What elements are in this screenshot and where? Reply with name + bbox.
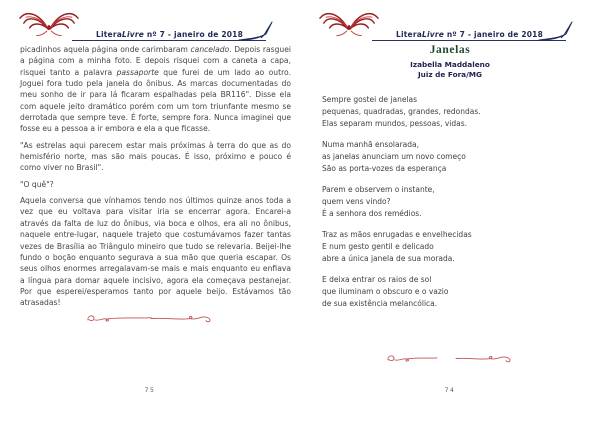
brand-litera: Litera [396,30,422,39]
poem-line: E deixa entrar os raios de sol [322,275,432,284]
stanza [322,184,586,220]
paragraph: "As estrelas aqui parecem estar mais próximas à terra do que as do hemisfério norte, mas são mais poucas. É isso, próximo e pouco é como viver no Brasil". [20,140,291,173]
page-number: 75 [144,387,156,394]
poem-title: Janelas [429,44,471,56]
fountain-pen-icon [238,19,274,43]
paragraph: "O quê"? [20,179,54,189]
fountain-pen-icon [538,19,574,43]
page-number: 74 [444,387,456,394]
issue-label: nº 7 - janeiro de 2018 [144,30,243,39]
poem-line: Parem e observem o instante, [322,185,435,194]
poem-line: quem vens vindo? [322,197,391,206]
poem-line: abre a única janela de sua morada. [322,254,455,263]
poem-line: Numa manhã ensolarada, [322,140,420,149]
stanza [322,274,586,310]
poem-line: Traz as mãos enrugadas e envelhecidas [322,230,472,239]
flourish-divider [384,352,516,366]
author-location: Juiz de Fora/MG [417,69,483,79]
poem-text [322,94,586,319]
poem-line: E num gesto gentil e delicado [322,242,434,251]
phoenix-wings-icon [318,7,380,43]
flourish-divider [84,312,216,326]
header-rule [372,40,566,41]
stanza [322,139,586,175]
author-block [300,60,600,79]
page-header [316,7,584,45]
issue-label: nº 7 - janeiro de 2018 [444,30,543,39]
story-text [20,44,291,314]
phoenix-wings-icon [18,7,80,43]
brand-litera: Litera [96,30,122,39]
page-right [300,0,600,424]
poem-line: pequenas, quadradas, grandes, redondas. [322,107,481,116]
poem-line: Sempre gostei de janelas [322,95,418,104]
brand-livre: Livre [421,30,445,39]
header-title [96,30,243,39]
poem-line: Elas separam mundos, pessoas, vidas. [322,119,468,128]
stanza [322,94,586,130]
poem-line: as janelas anunciam um novo começo [322,152,466,161]
header-rule [72,40,266,41]
brand-livre: Livre [121,30,145,39]
paragraph: picadinhos aquela página onde carimbaram cancelado. Depois rasguei a página com a minha foto. E depois risquei com a caneta a capa, risquei tanto a palavra passaporte que furei de um lado ao outro. Joguei fora tudo pela janela do ônibus. As marcas documentadas do meu sonho de ir para lá ficaram espalhadas pela BR116". Disse ela com aquele jeito dramático porém com um tom triunfante mesmo se derrotada que sempre teve. É forte, sempre fora. Nunca imaginei que fosse eu a pessoa a ir embora e ela a que ficasse. [20,45,291,134]
poem-line: de sua existência melancólica. [322,299,438,308]
paragraph: Aquela conversa que vínhamos tendo nos últimos quinze anos toda a vez que eu voltava para visitar iria se encerrar agora. Encarei-a através da falta de luz do ônibus, via boca e olhos, era ali no ônibus, naquele entre-lugar, naquele trajeto que costumávamos fazer tantas vezes de Brasília ao Triângulo mineiro que tudo se relevaria. Beijei-lhe fundo o boção enquanto segurava a sua mão que queria escapar. Os seus olhos enormes arregalavam-se mais e mais enquanto eu enfiava a língua para domar aquele incisivo, agora ela começava pestanejar. Por que esperei/esperamos tanto por aquele beijo. Estávamos tão atrasadas! [20,196,291,308]
page-header [16,7,284,45]
stanza [322,229,586,265]
poem-line: que iluminam o obscuro e o vazio [322,287,449,296]
header-title [396,30,543,39]
poem-line: São as porta-vozes da esperança [322,164,447,173]
author-name: Izabella Maddaleno [410,60,490,69]
poem-line: É a senhora dos remédios. [322,209,422,218]
